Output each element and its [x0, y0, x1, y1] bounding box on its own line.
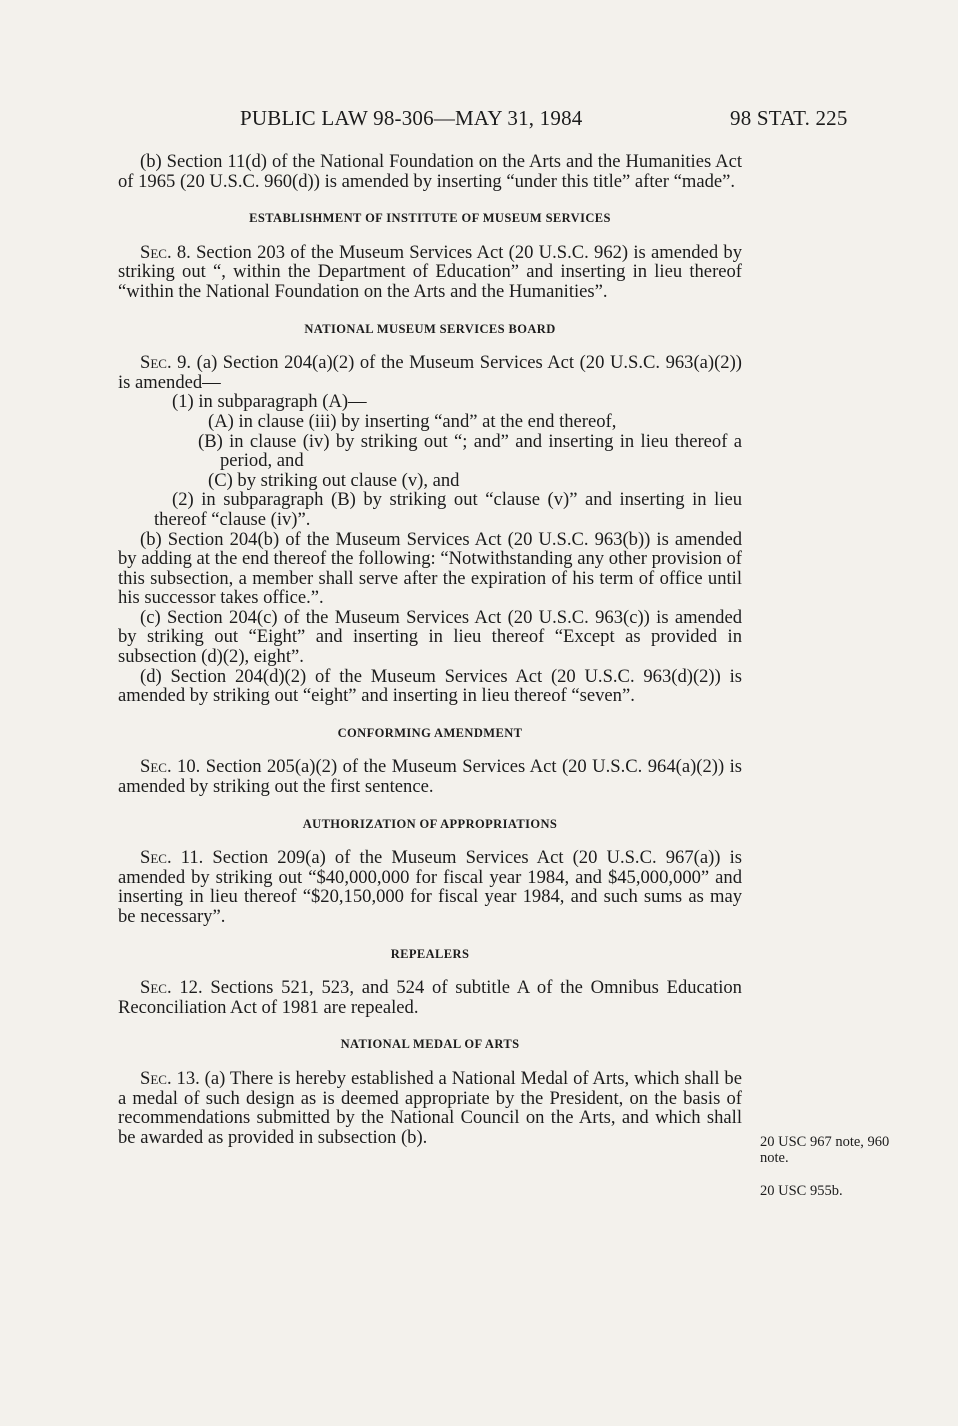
heading-conforming: CONFORMING AMENDMENT — [337, 725, 523, 740]
section-13-text: (a) There is hereby established a National Medal of Arts, which shall be a medal of such design as is deemed appropriate by the President, on the basis of recommendations submitted by the National Council on the Arts, and which shall be awarded as provided in subsection (b). — [118, 1067, 742, 1148]
section-8-label: Sec. 8. — [140, 241, 191, 263]
section-10-text: Section 205(a)(2) of the Museum Services Act (20 U.S.C. 964(a)(2)) is amended by striking out the first sentence. — [118, 756, 742, 798]
section-9a-C: (C) by striking out clause (v), and — [208, 469, 460, 491]
section-12 — [118, 978, 742, 1017]
heading-board: NATIONAL MUSEUM SERVICES BOARD — [304, 321, 556, 336]
section-8-text: Section 203 of the Museum Services Act (20 U.S.C. 962) is amended by striking out “, within the Department of Education” and inserting in lieu thereof “within the National Foundation on the Arts and the Humanities”. — [118, 241, 742, 302]
section-11-text: Section 209(a) of the Museum Services Act (20 U.S.C. 967(a)) is amended by striking out “$40,000,000 for fiscal year 1984, and $45,000,000” and inserting in lieu thereof “$20,150,000 for fiscal year 1984, and such sums as may be necessary”. — [118, 847, 742, 927]
section-9a-B: (B) in clause (iv) by striking out “; and” and inserting in lieu thereof a period, and — [198, 430, 742, 472]
heading-repealers: REPEALERS — [390, 946, 470, 961]
paragraph-11d: (b) Section 11(d) of the National Foundation on the Arts and the Humanities Act of 1965 (20 U.S.C. 960(d)) is amended by inserting “under this title” after “made”. — [118, 151, 742, 192]
statute-body — [118, 152, 742, 1147]
section-11-label: Sec. 11. — [140, 847, 204, 869]
section-9a-text: (a) Section 204(a)(2) of the Museum Services Act (20 U.S.C. 963(a)(2)) is amended— — [118, 352, 742, 393]
section-13 — [118, 1069, 742, 1147]
section-10-label: Sec. 10. — [140, 756, 201, 778]
section-9a-A: (A) in clause (iii) by inserting “and” at the end thereof, — [208, 410, 617, 432]
heading-medal: NATIONAL MEDAL OF ARTS — [340, 1037, 520, 1052]
margin-note-967: 20 USC 967 note, 960 note. — [760, 1134, 890, 1166]
section-9-label: Sec. 9. — [140, 352, 192, 374]
heading-appropriations: AUTHORIZATION OF APPROPRIATIONS — [302, 816, 558, 831]
section-12-text: Sections 521, 523, and 524 of subtitle A of the Omnibus Education Reconciliation Act of 1981 are repealed. — [118, 977, 742, 1018]
section-12-label: Sec. 12. — [140, 977, 203, 999]
section-8 — [118, 243, 742, 302]
section-9b: (b) Section 204(b) of the Museum Services Act (20 U.S.C. 963(b)) is amended by adding at the end thereof the following: “Notwithstanding any other provision of this subsection, a member shall serve after the expiration of his term of office until his successor takes office.”. — [118, 528, 742, 609]
section-11 — [118, 848, 742, 926]
section-9d: (d) Section 204(d)(2) of the Museum Services Act (20 U.S.C. 963(d)(2)) is amended by striking out “eight” and inserting in lieu thereof “seven”. — [118, 665, 742, 707]
section-9a — [118, 353, 742, 392]
page-header-stat: 98 STAT. 225 — [730, 106, 848, 130]
section-13-label: Sec. 13. — [140, 1067, 200, 1089]
heading-institute: ESTABLISHMENT OF INSTITUTE OF MUSEUM SERVICES — [249, 211, 611, 226]
section-9a-1: (1) in subparagraph (A)— — [172, 391, 367, 413]
margin-note-955b: 20 USC 955b. — [760, 1183, 843, 1199]
section-9a-2: (2) in subparagraph (B) by striking out “clause (v)” and inserting in lieu thereof “clause (iv)”. — [154, 489, 742, 530]
section-9c: (c) Section 204(c) of the Museum Services Act (20 U.S.C. 963(c)) is amended by striking out “Eight” and inserting in lieu thereof “Except as provided in subsection (d)(2), eight”. — [118, 606, 742, 668]
section-10 — [118, 757, 742, 796]
page-header-title: PUBLIC LAW 98-306—MAY 31, 1984 — [240, 106, 583, 130]
